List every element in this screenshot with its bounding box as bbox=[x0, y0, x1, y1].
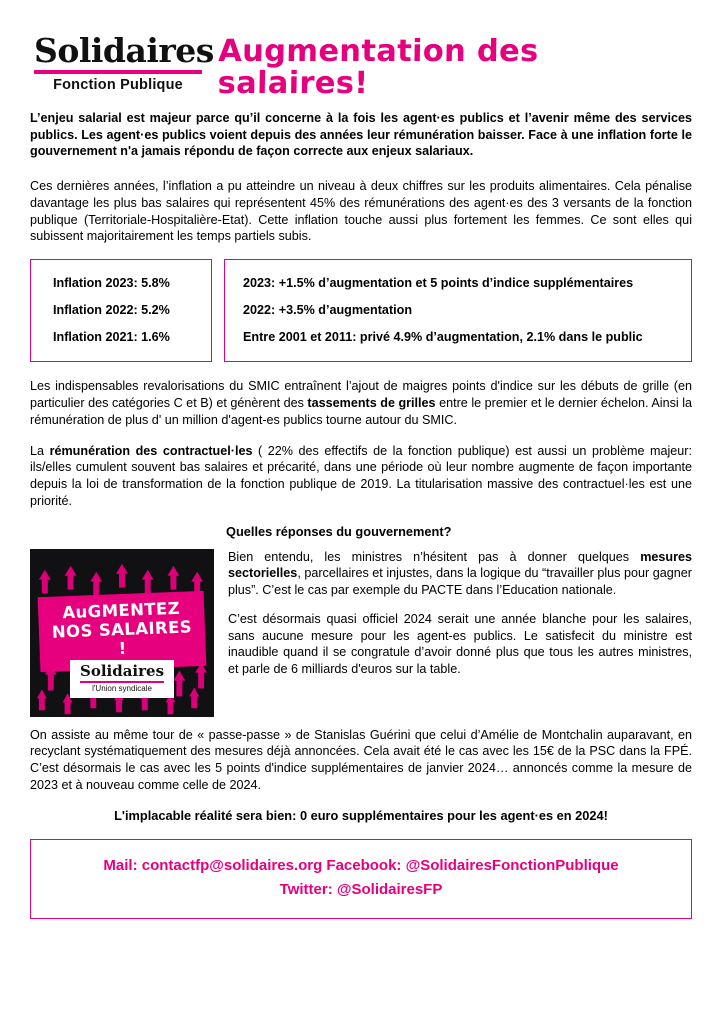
document-body bbox=[0, 110, 722, 823]
inflation-box bbox=[30, 259, 212, 362]
smic-text-2: entre le premier et le dernier échelon. Ainsi la rémunération de plus d' un million d'agent-es publics tourne autour du SMIC. bbox=[30, 396, 692, 427]
inflation-paragraph: Ces dernières années, l’inflation a pu atteindre un niveau à deux chiffres sur les produits alimentaires. Cela pénalise davantage les plus bas salaires qui représentent 45% des rémunérations des agent·es des 3 versants de la fonction publique (Territoriale-Hospitalière-Etat). Cette inflation touche aussi plus fortement les femmes. Ce sont elles qui subissent majoritairement les temps partiels subis. bbox=[30, 179, 692, 244]
poster-side-text bbox=[228, 549, 692, 690]
augmentation-line-2001-2011: Entre 2001 et 2011: privé 4.9% d’augmentation, 2.1% dans le public bbox=[243, 330, 643, 345]
annee-blanche-paragraph: C’est désormais quasi officiel 2024 serait une année blanche pour les salaires, sans aucune mesure pour les agent-es publics. Le satisfecit du ministre est inaudible quand il se congratule d’avoir donné plus que tous les autres ministres, et parle de 6 milliards d'euros sur la table. bbox=[228, 611, 692, 677]
poster-slogan-line1: AuGMENTEZ bbox=[62, 598, 181, 622]
poster-image bbox=[30, 549, 214, 717]
inflation-line-2023: Inflation 2023: 5.8% bbox=[53, 276, 170, 291]
augmentation-line-2023: 2023: +1.5% d’augmentation et 5 points d’indice supplémentaires bbox=[243, 276, 634, 291]
mesures-bold: mesures sectorielles bbox=[228, 549, 692, 581]
poster-slogan-line2: NOS SALAIRES ! bbox=[51, 616, 193, 658]
logo-wordmark: Solidaires bbox=[34, 31, 214, 70]
inflation-line-2021: Inflation 2021: 1.6% bbox=[53, 330, 170, 345]
document-header bbox=[0, 0, 722, 110]
passe-passe-paragraph: On assiste au même tour de « passe-passe » de Stanislas Guérini que celui d’Amélie de Montchalin auparavant, en recyclant systématiquement des mesures déjà annoncées. Cela avait été le cas avec les 15€ de la PSC dans la FPÉ. C’est désormais le cas avec les 5 points d'indice supplémentaires de janvier 2024… annoncés comme la mesure de 2023 et à nouveau comme celle de 2024. bbox=[30, 727, 692, 792]
poster-logo-subtitle: l'Union syndicale bbox=[92, 683, 152, 693]
logo-subtitle: Fonction Publique bbox=[53, 77, 183, 93]
augmentation-box bbox=[224, 259, 692, 362]
contact-line-mail-facebook[interactable]: Mail: contactfp@solidaires.org Facebook: @SolidairesFonctionPublique bbox=[103, 856, 619, 874]
closing-statement: L'implacable réalité sera bien: 0 euro supplémentaires pour les agent·es en 2024! bbox=[114, 807, 608, 823]
contractuels-paragraph bbox=[30, 443, 692, 510]
augmentation-line-2022: 2022: +3.5% d’augmentation bbox=[243, 303, 413, 318]
contractuels-text-2: ( 22% des effectifs de la fonction publique) est aussi un problème majeur: ils/elles cumulent souvent bas salaires et précarité, dans une période où leur nombre augmente de façon importante depuis la loi de transformation de la fonction publique de 2019. La titularisation massive des contractuel·les est une priorité. bbox=[30, 443, 692, 508]
poster-logo-rule bbox=[80, 681, 164, 683]
contractuels-text-1: La bbox=[30, 443, 50, 458]
section-subheading: Quelles réponses du gouvernement? bbox=[226, 523, 452, 539]
contact-line-twitter[interactable]: Twitter: @SolidairesFP bbox=[279, 880, 443, 898]
stats-boxes bbox=[30, 259, 692, 362]
lead-paragraph: L’enjeu salarial est majeur parce qu’il concerne à la fois les agent·es publics et l’avenir même des services publics. Les agent·es publics voient depuis des années leur rémunération baisser. Face à une inflation forte le gouvernement n'a jamais répondu de façon correcte aux enjeux salariaux. bbox=[30, 111, 692, 159]
contact-box bbox=[30, 839, 692, 919]
smic-paragraph bbox=[30, 378, 692, 428]
mesures-text-2: , parcellaires et injustes, dans la logique du “travailler plus pour gagner plus”. C’est le cas par exemple du PACTE dans l’Education nationale. bbox=[228, 566, 692, 598]
poster-and-text bbox=[30, 549, 692, 717]
poster-logo-wordmark: Solidaires bbox=[79, 661, 165, 680]
logo-rule bbox=[34, 70, 202, 74]
inflation-line-2022: Inflation 2022: 5.2% bbox=[53, 303, 170, 318]
page-title: Augmentation des salaires! bbox=[217, 34, 539, 102]
mesures-paragraph bbox=[228, 549, 692, 599]
solidaires-logo bbox=[34, 30, 214, 93]
poster-logo bbox=[70, 660, 174, 698]
smic-bold: tassements de grilles bbox=[307, 396, 436, 411]
smic-text-1: Les indispensables revalorisations du SMIC entraînent l’ajout de maigres points d'indice sur les débuts de grille (en particulier des catégories C et B) et génèrent des bbox=[30, 379, 692, 411]
contractuels-bold: rémunération des contractuel·les bbox=[49, 443, 253, 458]
mesures-text-1: Bien entendu, les ministres n’hésitent pas à donner quelques bbox=[228, 549, 641, 564]
